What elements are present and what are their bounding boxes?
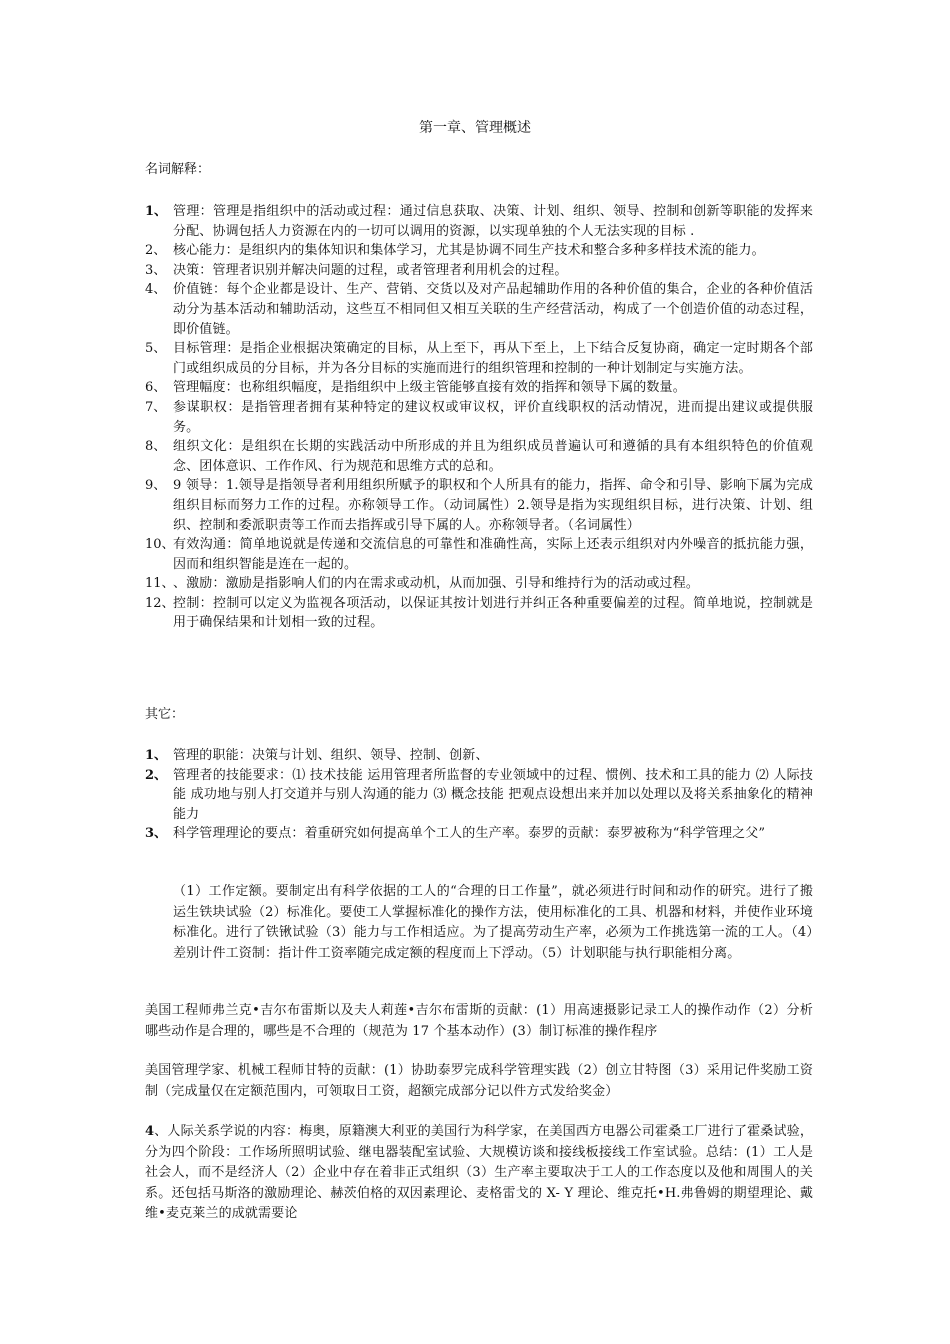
item-text: 决策：管理者识别并解决问题的过程，或者管理者利用机会的过程。 <box>173 262 568 278</box>
list-item <box>145 261 813 281</box>
item-number: 9、 <box>145 478 167 494</box>
item-number: 2、 <box>145 243 167 259</box>
item-number: 4 <box>145 1124 155 1139</box>
item-text: 有效沟通：简单地说就是传递和交流信息的可靠性和准确性高，实际上还表示组织对内外噪音的抵抗能力强，因而和组织智能是连在一起的。 <box>173 537 813 572</box>
item-text: 9 领导：1.领导是指领导者利用组织所赋予的职权和个人所具有的能力，指挥、命令和引导、影响下属为完成组织目标而努力工作的过程。亦称领导工作。（动词属性）2.领导是指为实现组织目标，进行决策、计划、组织、控制和委派职责等工作而去指挥或引导下属的人。亦称领导者。（名词属性） <box>173 478 813 533</box>
item-number: 7、 <box>145 399 167 415</box>
others-list <box>145 746 813 844</box>
item-number: 5、 <box>145 341 167 357</box>
list-item <box>145 378 813 398</box>
item-text: 目标管理：是指企业根据决策确定的目标，从上至下，再从下至上，上下结合反复协商，确定一定时期各个部门或组织成员的分目标，并为各分目标的实施而进行的组织管理和控制的一种计划制定与实施方法。 <box>173 341 813 376</box>
taylor-detail: （1）工作定额。要制定出有科学依据的工人的“合理的日工作量”，就必须进行时间和动作的研究。进行了搬运生铁块试验（2）标准化。要使工人掌握标准化的操作方法，使用标准化的工具、机器和材料，并使作业环境标准化。进行了铁锹试验（3）能力与工作相适应。为了提高劳动生产率，必须为工作挑选第一流的工人。（4）差别计件工资制：指计件工资率随完成定额的程度而上下浮动。（5）计划职能与执行职能相分离。 <box>173 884 813 961</box>
item-text: 核心能力：是组织内的集体知识和集体学习，尤其是协调不同生产技术和整合多种多样技术流的能力。 <box>173 243 765 259</box>
human-relations-paragraph <box>145 1122 813 1225</box>
list-item <box>145 476 813 535</box>
item-number: 1、 <box>145 748 168 763</box>
item-text: 管理幅度：也称组织幅度，是指组织中上级主管能够直接有效的指挥和领导下属的数量。 <box>173 380 686 396</box>
item-text: 参谋职权：是指管理者拥有某种特定的建议权或审议权，评价直线职权的活动情况，进而提出建议或提供服务。 <box>173 399 813 435</box>
list-item <box>145 746 813 766</box>
gilbreth-paragraph: 美国工程师弗兰克•吉尔布雷斯以及夫人莉莲•吉尔布雷斯的贡献：(1）用高速摄影记录工人的操作动作（2）分析哪些动作是合理的，哪些是不合理的（规范为 17 个基本动作）(3）制订标准的操作程序 <box>145 1003 813 1039</box>
definitions-list <box>145 202 813 633</box>
item-number: 3、 <box>145 262 167 278</box>
item-text: 管理的职能：决策与计划、组织、领导、控制、创新、 <box>173 748 489 763</box>
list-item <box>145 594 813 633</box>
list-item <box>145 766 813 825</box>
item-number: 3、 <box>145 826 168 842</box>
item-text: 控制：控制可以定义为监视各项活动，以保证其按计划进行并纠正各种重要偏差的过程。简单地说，控制就是用于确保结果和计划相一致的过程。 <box>173 595 813 631</box>
item-text: 管理者的技能要求：⑴ 技术技能 运用管理者所监督的专业领域中的过程、惯例、技术和工具的能力 ⑵ 人际技能 成功地与别人打交道并与别人沟通的能力 ⑶ 概念技能 把观点设想出来并加以处理以及将关系抽象化的精神能力 <box>173 767 813 822</box>
list-item <box>145 241 813 261</box>
item-number: 4、 <box>145 282 167 298</box>
item-number: 10、 <box>145 537 175 553</box>
item-text: 管理：管理是指组织中的活动或过程：通过信息获取、决策、计划、组织、领导、控制和创新等职能的发挥来分配、协调包括人力资源在内的一切可以调用的资源，以实现单独的个人无法实现的目标 . <box>173 204 813 239</box>
item-text: 价值链：每个企业都是设计、生产、营销、交货以及对产品起辅助作用的各种价值的集合，企业的各种价值活动分为基本活动和辅助活动，这些互不相同但又相互关联的生产经营活动，构成了一个创造价值的动态过程，即价值链。 <box>173 282 813 337</box>
item-number: 6、 <box>145 380 167 396</box>
item-text: 组织文化：是组织在长期的实践活动中所形成的并且为组织成员普遍认可和遵循的具有本组织特色的价值观念、团体意识、工作作风、行为规范和思维方式的总和。 <box>173 439 813 474</box>
item-number: 11、 <box>145 576 175 592</box>
item-text: 科学管理理论的要点：着重研究如何提高单个工人的生产率。泰罗的贡献：泰罗被称为“科学管理之父” <box>173 826 766 842</box>
other-label: 其它： <box>145 707 185 722</box>
list-item <box>145 339 813 378</box>
item-number: 2、 <box>145 767 168 783</box>
list-item <box>145 574 813 594</box>
item-text: 、人际关系学说的内容：梅奥，原籍澳大利亚的美国行为科学家，在美国西方电器公司霍桑工厂进行了霍桑试验，分为四个阶段：工作场所照明试验、继电器装配室试验、大规模访谈和接线板接线工作室试验。总结：(1）工人是社会人，而不是经济人（2）企业中存在着非正式组织（3）生产率主要取决于工人的工作态度以及他和周围人的关系。还包括马斯洛的激励理论、赫茨伯格的双因素理论、麦格雷戈的 X- Y 理论、维克托•H.弗鲁姆的期望理论、戴维•麦克莱兰的成就需要论 <box>145 1124 813 1221</box>
list-item <box>145 535 813 574</box>
list-item <box>145 202 813 241</box>
item-text: 、激励：激励是指影响人们的内在需求或动机，从而加强、引导和维持行为的活动或过程。 <box>173 576 700 592</box>
gantt-paragraph: 美国管理学家、机械工程师甘特的贡献：(1）协助泰罗完成科学管理实践（2）创立甘特图（3）采用记件奖励工资制（完成量仅在定额范围内，可领取日工资，超额完成部分记以件方式发给奖金） <box>145 1063 813 1099</box>
definitions-label: 名词解释： <box>145 162 211 177</box>
item-number: 8、 <box>145 439 167 455</box>
list-item <box>145 437 813 476</box>
list-item <box>145 824 813 844</box>
item-number: 1、 <box>145 204 168 219</box>
item-number: 12、 <box>145 595 175 611</box>
list-item <box>145 398 813 437</box>
chapter-title: 第一章、管理概述 <box>419 120 531 136</box>
list-item <box>145 280 813 339</box>
